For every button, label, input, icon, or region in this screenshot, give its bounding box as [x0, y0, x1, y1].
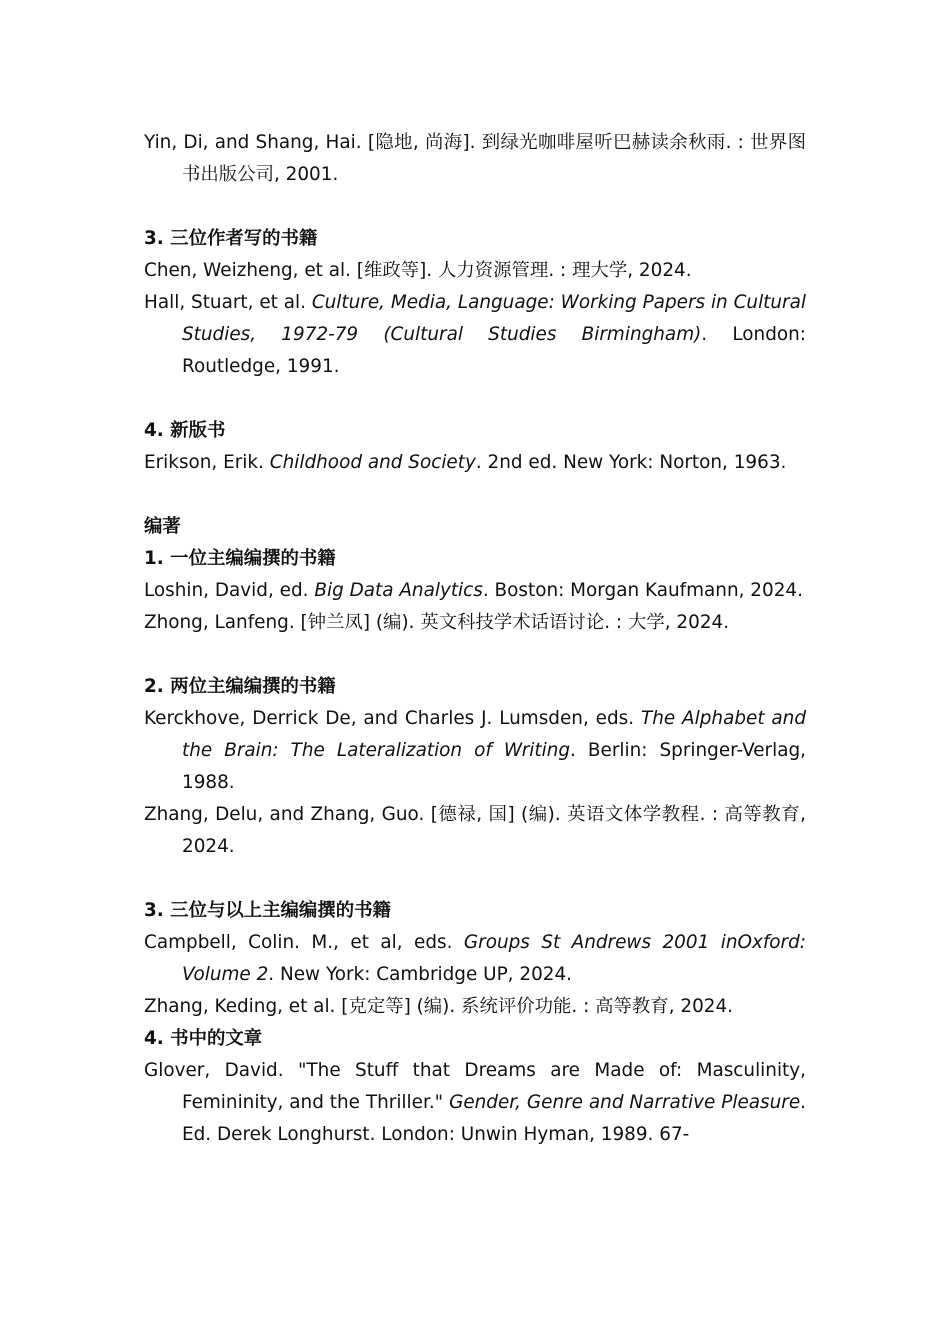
reference-text: Zhang, Keding, et al. [克定等] (编). 系统评价功能. : 高等教育, 2024. [144, 996, 734, 1017]
section-heading: 编著 [144, 516, 181, 537]
section-spacer [144, 639, 806, 671]
reference-text: Glover, David. "The Stuff that Dreams are Made of: Masculinity, Femininity, and the Thriller." [144, 1060, 806, 1113]
reference-entry [144, 703, 806, 799]
reference-entry [144, 607, 806, 639]
reference-entry [144, 287, 806, 383]
reference-text: Erikson, Erik. [144, 452, 270, 473]
reference-title: Culture, Media, Language: Working Papers in Cultural Studies, 1972-79 (Cultural Studies Birmingham) [182, 292, 806, 345]
reference-title: Groups St Andrews 2001 inOxford: Volume 2 [182, 932, 806, 985]
reference-entry [144, 799, 806, 863]
reference-text: Loshin, David, ed. [144, 580, 315, 601]
reference-text: Chen, Weizheng, et al. [维政等]. 人力资源管理. : 理大学, 2024. [144, 260, 692, 281]
reference-text: . Boston: Morgan Kaufmann, 2024. [482, 580, 803, 601]
reference-entry [144, 255, 806, 287]
reference-text: Zhong, Lanfeng. [钟兰凤] (编). 英文科技学术话语讨论. : 大学, 2024. [144, 612, 730, 633]
reference-text: . Ed. Derek Longhurst. London: Unwin Hyman, 1989. 67- [182, 1092, 806, 1145]
reference-entry [144, 127, 806, 191]
reference-title: The Alphabet and the Brain: The Lateralization of Writing [182, 708, 807, 761]
reference-title: Big Data Analytics [314, 580, 483, 601]
reference-entry [144, 575, 806, 607]
reference-entry [144, 927, 806, 991]
reference-title: Childhood and Society [269, 452, 476, 473]
reference-text: Zhang, Delu, and Zhang, Guo. [德禄, 国] (编). 英语文体学教程. : 高等教育, 2024. [144, 804, 806, 857]
section-heading: 3. 三位与以上主编编撰的书籍 [144, 900, 391, 921]
reference-text: Hall, Stuart, et al. [144, 292, 312, 313]
section-heading: 2. 两位主编编撰的书籍 [144, 676, 336, 697]
section-spacer [144, 191, 806, 223]
section-heading: 3. 三位作者写的书籍 [144, 228, 318, 249]
reference-text: Campbell, Colin. M., et al, eds. [144, 932, 464, 953]
reference-entry [144, 1055, 806, 1151]
reference-text: . Berlin: Springer-Verlag, 1988. [182, 740, 807, 793]
section-spacer [144, 479, 806, 511]
reference-text: Yin, Di, and Shang, Hai. [隐地, 尚海]. 到绿光咖啡屋听巴赫读余秋雨. : 世界图书出版公司, 2001. [144, 132, 806, 185]
bibliography-page [144, 127, 806, 1151]
reference-text: Kerckhove, Derrick De, and Charles J. Lumsden, eds. [144, 708, 641, 729]
section-heading: 4. 新版书 [144, 420, 226, 441]
section-heading: 1. 一位主编编撰的书籍 [144, 548, 336, 569]
section-spacer [144, 863, 806, 895]
section-spacer [144, 383, 806, 415]
reference-text: . 2nd ed. New York: Norton, 1963. [475, 452, 787, 473]
reference-entry [144, 991, 806, 1023]
section-heading: 4. 书中的文章 [144, 1028, 263, 1049]
reference-text: . London: Routledge, 1991. [182, 324, 806, 377]
reference-title: Gender, Genre and Narrative Pleasure [449, 1092, 801, 1113]
reference-text: . New York: Cambridge UP, 2024. [268, 964, 573, 985]
reference-entry [144, 447, 806, 479]
